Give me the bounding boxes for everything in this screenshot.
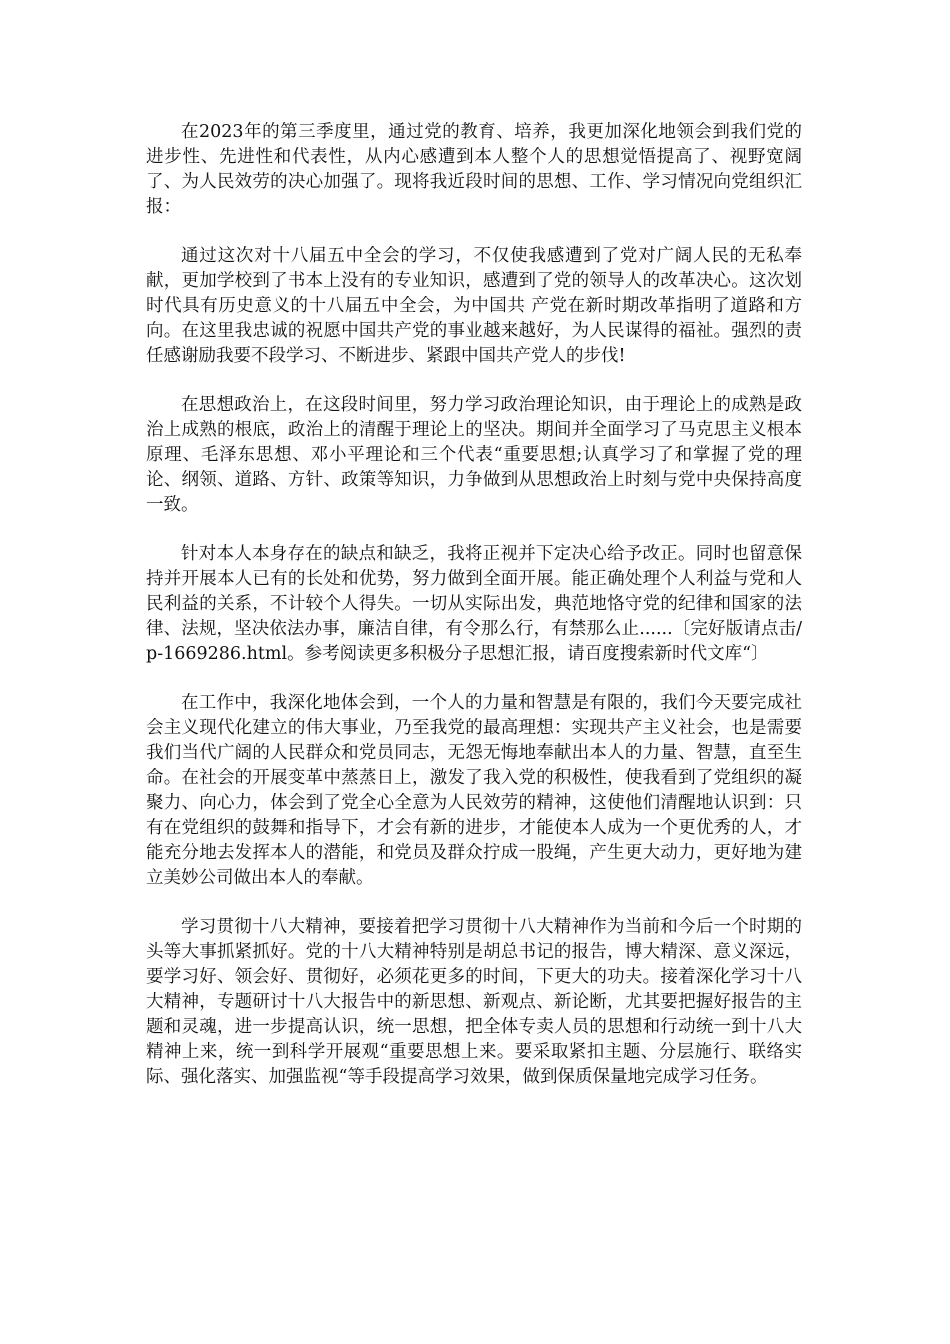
document-body [146, 120, 802, 1114]
paragraph-6: 学习贯彻十八大精神，要接着把学习贯彻十八大精神作为当前和今后一个时期的头等大事抓紧抓好。党的十八大精神特别是胡总书记的报告，博大精深、意义深远，要学习好、领会好、贯彻好，必须花更多的时间，下更大的功夫。接着深化学习十八大精神，专题研讨十八大报告中的新思想、新观点、新论断，尤其要把握好报告的主题和灵魂，进一步提高认识，统一思想，把全体专卖人员的思想和行动统一到十八大精神上来，统一到科学开展观“重要思想上来。要采取紧扣主题、分层施行、联络实际、强化落实、加强监视“等手段提高学习效果，做到保质保量地完成学习任务。 [146, 917, 802, 1087]
paragraph-5: 在工作中，我深化地体会到，一个人的力量和智慧是有限的，我们今天要完成社会主义现代化建立的伟大事业，乃至我党的最高理想：实现共产主义社会，也是需要我们当代广阔的人民群众和党员同志，无怨无悔地奉献出本人的力量、智慧，直至生命。在社会的开展变革中蒸蒸日上，激发了我入党的积极性，使我看到了党组织的凝聚力、向心力，体会到了党全心全意为人民效劳的精神，这使他们清醒地认识到：只有在党组织的鼓舞和指导下，才会有新的进步，才能使本人成为一个更优秀的人，才能充分地去发挥本人的潜能，和党员及群众拧成一股绳，产生更大动力，更好地为建立美妙公司做出本人的奉献。 [146, 693, 802, 888]
paragraph-3: 在思想政治上，在这段时间里，努力学习政治理论知识，由于理论上的成熟是政治上成熟的根底，政治上的清醒于理论上的坚决。期间并全面学习了马克思主义根本原理、毛泽东思想、邓小平理论和三个代表“重要思想;认真学习了和掌握了党的理论、纲领、道路、方针、政策等知识，力争做到从思想政治上时刻与党中央保持高度一致。 [146, 395, 802, 515]
paragraph-4: 针对本人本身存在的缺点和缺乏，我将正视并下定决心给予改正。同时也留意保持并开展本人已有的长处和优势，努力做到全面开展。能正确处理个人利益与党和人民利益的关系，不计较个人得失。一切从实际出发，典范地恪守党的纪律和国家的法律、法规，坚决依法办事，廉洁自律，有令那么行，有禁那么止......〔完好版请点击/p-1669286.html。参考阅读更多积极分子思想汇报，请百度搜索新时代文库“〕 [146, 544, 802, 664]
paragraph-1: 在2023年的第三季度里，通过党的教育、培养，我更加深化地领会到我们党的进步性、先进性和代表性，从内心感遭到本人整个人的思想觉悟提高了、视野宽阔了、为人民效劳的决心加强了。现将我近段时间的思想、工作、学习情况向党组织汇报： [146, 122, 802, 217]
paragraph-2: 通过这次对十八届五中全会的学习，不仅使我感遭到了党对广阔人民的无私奉献，更加学校到了书本上没有的专业知识，感遭到了党的领导人的改革决心。这次划时代具有历史意义的十八届五中全会，为中国共 产党在新时期改革指明了道路和方向。在这里我忠诚的祝愿中国共产党的事业越来越好，为人民谋得的福祉。强烈的责任感谢励我要不段学习、不断进步、紧跟中国共产党人的步伐! [146, 246, 802, 366]
